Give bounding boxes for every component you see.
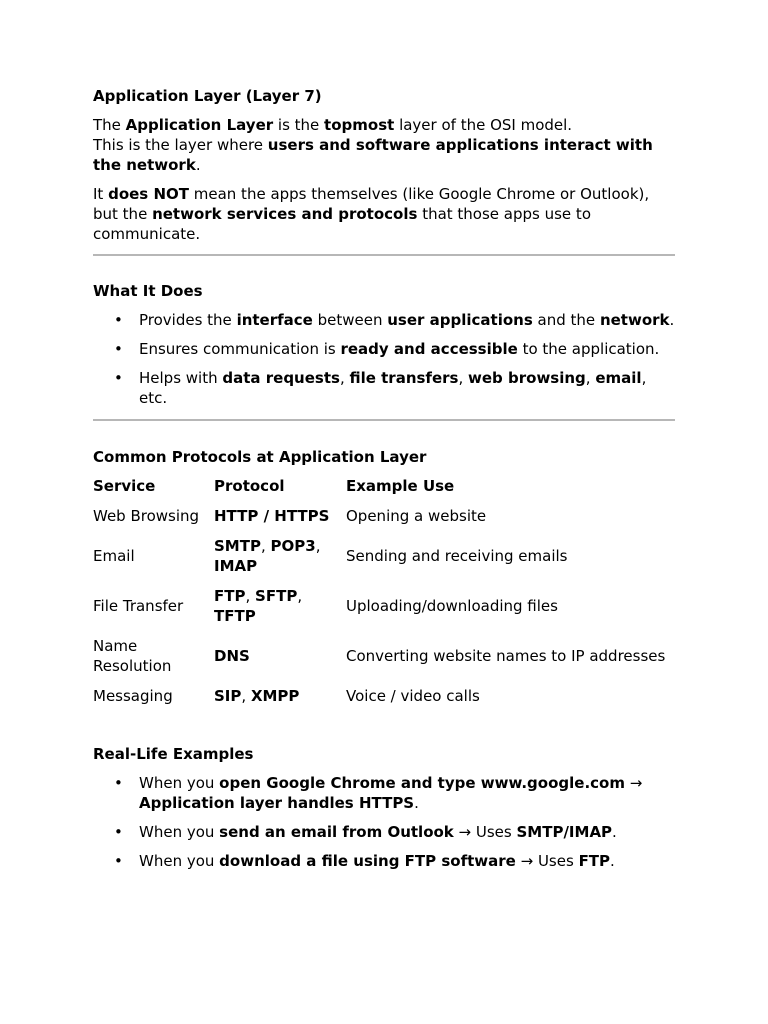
bullet-icon: • [114,311,123,329]
intro-paragraph-1: The Application Layer is the topmost layer of the OSI model. This is the layer where users and software applications interact with the network. [93,116,653,174]
list-item-text: Helps with data requests, file transfers, web browsing, email, etc. [139,369,647,407]
service-cell: Email [93,547,135,565]
table-row [93,636,675,686]
list-item [93,339,675,359]
service-cell: Name Resolution [93,637,172,675]
protocol-cell: DNS [214,647,250,665]
list-item-text: Ensures communication is ready and accessible to the application. [139,340,660,358]
service-cell: File Transfer [93,597,184,615]
list-item-text: When you send an email from Outlook → Uses SMTP/IMAP. [139,823,617,841]
service-cell: Web Browsing [93,507,200,525]
table-row [93,506,675,536]
real-life-list [93,773,675,871]
bullet-icon: • [114,823,123,841]
protocols-heading: Common Protocols at Application Layer [93,448,427,466]
service-cell: Messaging [93,687,173,705]
protocol-cell: FTP, SFTP, TFTP [214,587,303,625]
section-divider [93,254,675,256]
example-use-cell: Uploading/downloading files [346,597,558,615]
protocol-cell: SIP, XMPP [214,687,300,705]
list-item [93,822,675,842]
bullet-icon: • [114,774,123,792]
example-use-cell: Opening a website [346,507,487,525]
page-title: Application Layer (Layer 7) [93,87,322,105]
what-it-does-list [93,310,675,408]
table-row [93,586,675,636]
table-row [93,536,675,586]
example-use-cell: Voice / video calls [346,687,480,705]
bullet-icon: • [114,340,123,358]
protocol-cell: HTTP / HTTPS [214,507,330,525]
protocols-table [93,476,675,716]
section-divider [93,419,675,421]
list-item [93,310,675,330]
document-content [93,86,675,871]
column-header-service: Service [93,477,156,495]
bullet-icon: • [114,369,123,387]
list-item [93,851,675,871]
protocol-cell: SMTP, POP3, IMAP [214,537,321,575]
intro-paragraph-2: It does NOT mean the apps themselves (like Google Chrome or Outlook), but the network services and protocols that those apps use to communicate. [93,185,650,243]
bullet-icon: • [114,852,123,870]
real-life-heading: Real-Life Examples [93,745,254,763]
example-use-cell: Converting website names to IP addresses [346,647,666,665]
list-item-text: Provides the interface between user applications and the network. [139,311,675,329]
what-it-does-heading: What It Does [93,282,203,300]
table-row [93,686,675,716]
column-header-example-use: Example Use [346,477,455,495]
list-item-text: When you download a file using FTP software → Uses FTP. [139,852,615,870]
table-header-row [93,476,675,506]
example-use-cell: Sending and receiving emails [346,547,568,565]
list-item-text: When you open Google Chrome and type www.google.com → Application layer handles HTTPS. [139,774,643,812]
column-header-protocol: Protocol [214,477,285,495]
list-item [93,773,675,813]
list-item [93,368,675,408]
